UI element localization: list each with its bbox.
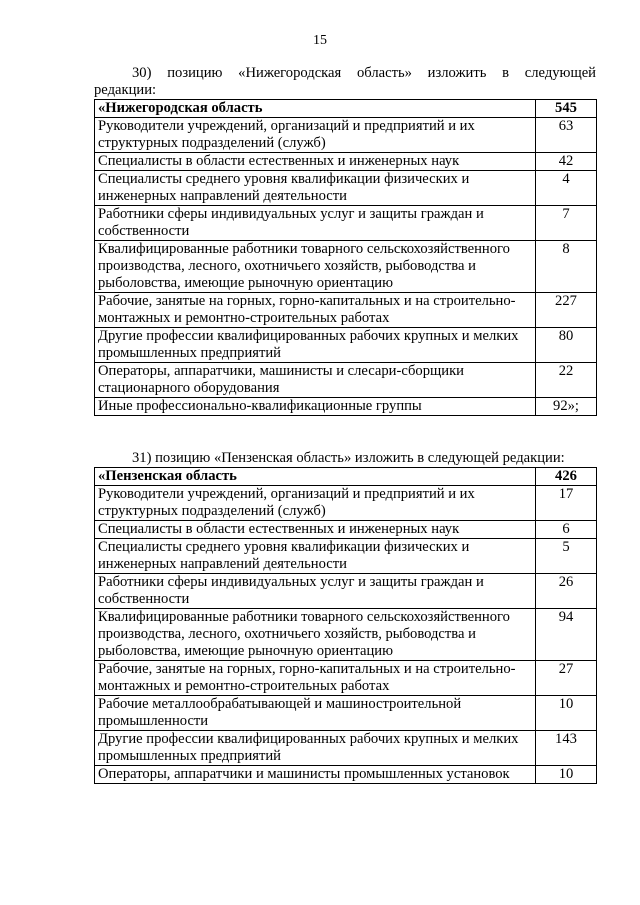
category-name: Квалифицированные работники товарного сельскохозяйственного производства, лесного, охотничьего хозяйств, рыбоводства и рыболовства, имеющие рыночную ориентацию xyxy=(95,609,536,661)
category-name: Специалисты среднего уровня квалификации физических и инженерных направлений деятельности xyxy=(95,171,536,206)
category-name: Другие профессии квалифицированных рабочих крупных и мелких промышленных предприятий xyxy=(95,328,536,363)
table-row xyxy=(95,574,597,609)
table-row xyxy=(95,118,597,153)
table-row xyxy=(95,696,597,731)
table-row xyxy=(95,521,597,539)
table-row xyxy=(95,661,597,696)
region-name: «Пензенская область xyxy=(95,468,536,486)
category-value: 227 xyxy=(536,293,597,328)
category-value: 26 xyxy=(536,574,597,609)
category-value: 10 xyxy=(536,696,597,731)
category-name: Рабочие, занятые на горных, горно-капитальных и на строительно-монтажных и ремонтно-строительных работах xyxy=(95,661,536,696)
table-row xyxy=(95,539,597,574)
category-value: 63 xyxy=(536,118,597,153)
category-name: Рабочие, занятые на горных, горно-капитальных и на строительно-монтажных и ремонтно-строительных работах xyxy=(95,293,536,328)
category-value: 92»; xyxy=(536,398,597,416)
category-name: Иные профессионально-квалификационные группы xyxy=(95,398,536,416)
table-header-row xyxy=(95,100,597,118)
category-name: Операторы, аппаратчики и машинисты промышленных установок xyxy=(95,766,536,784)
category-name: Квалифицированные работники товарного сельскохозяйственного производства, лесного, охотничьего хозяйств, рыбоводства и рыболовства, имеющие рыночную ориентацию xyxy=(95,241,536,293)
category-value: 5 xyxy=(536,539,597,574)
category-name: Другие профессии квалифицированных рабочих крупных и мелких промышленных предприятий xyxy=(95,731,536,766)
category-name: Специалисты в области естественных и инженерных наук xyxy=(95,521,536,539)
category-value: 10 xyxy=(536,766,597,784)
category-value: 143 xyxy=(536,731,597,766)
table-row xyxy=(95,731,597,766)
table-header-row xyxy=(95,468,597,486)
category-value: 7 xyxy=(536,206,597,241)
category-name: Работники сферы индивидуальных услуг и защиты граждан и собственности xyxy=(95,206,536,241)
category-value: 80 xyxy=(536,328,597,363)
section-31-intro: 31) позицию «Пензенская область» изложить в следующей редакции: xyxy=(132,450,565,466)
table-row xyxy=(95,206,597,241)
category-value: 4 xyxy=(536,171,597,206)
category-value: 17 xyxy=(536,486,597,521)
section-30-intro-line1: 30) позицию «Нижегородская область» изложить в следующей xyxy=(132,65,596,81)
page-number: 15 xyxy=(313,33,327,48)
category-value: 94 xyxy=(536,609,597,661)
category-value: 27 xyxy=(536,661,597,696)
region-name: «Нижегородская область xyxy=(95,100,536,118)
table-row xyxy=(95,363,597,398)
category-name: Руководители учреждений, организаций и предприятий и их структурных подразделений (служб) xyxy=(95,118,536,153)
table-row xyxy=(95,486,597,521)
section-30-intro xyxy=(94,65,596,99)
category-name: Рабочие металлообрабатывающей и машиностроительной промышленности xyxy=(95,696,536,731)
nizhny-novgorod-table xyxy=(94,99,597,416)
category-name: Специалисты среднего уровня квалификации физических и инженерных направлений деятельности xyxy=(95,539,536,574)
table-row xyxy=(95,328,597,363)
category-name: Работники сферы индивидуальных услуг и защиты граждан и собственности xyxy=(95,574,536,609)
table-row xyxy=(95,609,597,661)
table-row xyxy=(95,293,597,328)
category-value: 6 xyxy=(536,521,597,539)
category-name: Операторы, аппаратчики, машинисты и слесари-сборщики стационарного оборудования xyxy=(95,363,536,398)
table-row xyxy=(95,171,597,206)
region-total: 426 xyxy=(536,468,597,486)
region-total: 545 xyxy=(536,100,597,118)
table-row xyxy=(95,153,597,171)
section-30-intro-line2: редакции: xyxy=(94,82,157,98)
category-name: Руководители учреждений, организаций и предприятий и их структурных подразделений (служб) xyxy=(95,486,536,521)
table-row xyxy=(95,766,597,784)
category-value: 8 xyxy=(536,241,597,293)
category-value: 42 xyxy=(536,153,597,171)
penza-table xyxy=(94,467,597,784)
table-row xyxy=(95,398,597,416)
category-value: 22 xyxy=(536,363,597,398)
category-name: Специалисты в области естественных и инженерных наук xyxy=(95,153,536,171)
table-row xyxy=(95,241,597,293)
